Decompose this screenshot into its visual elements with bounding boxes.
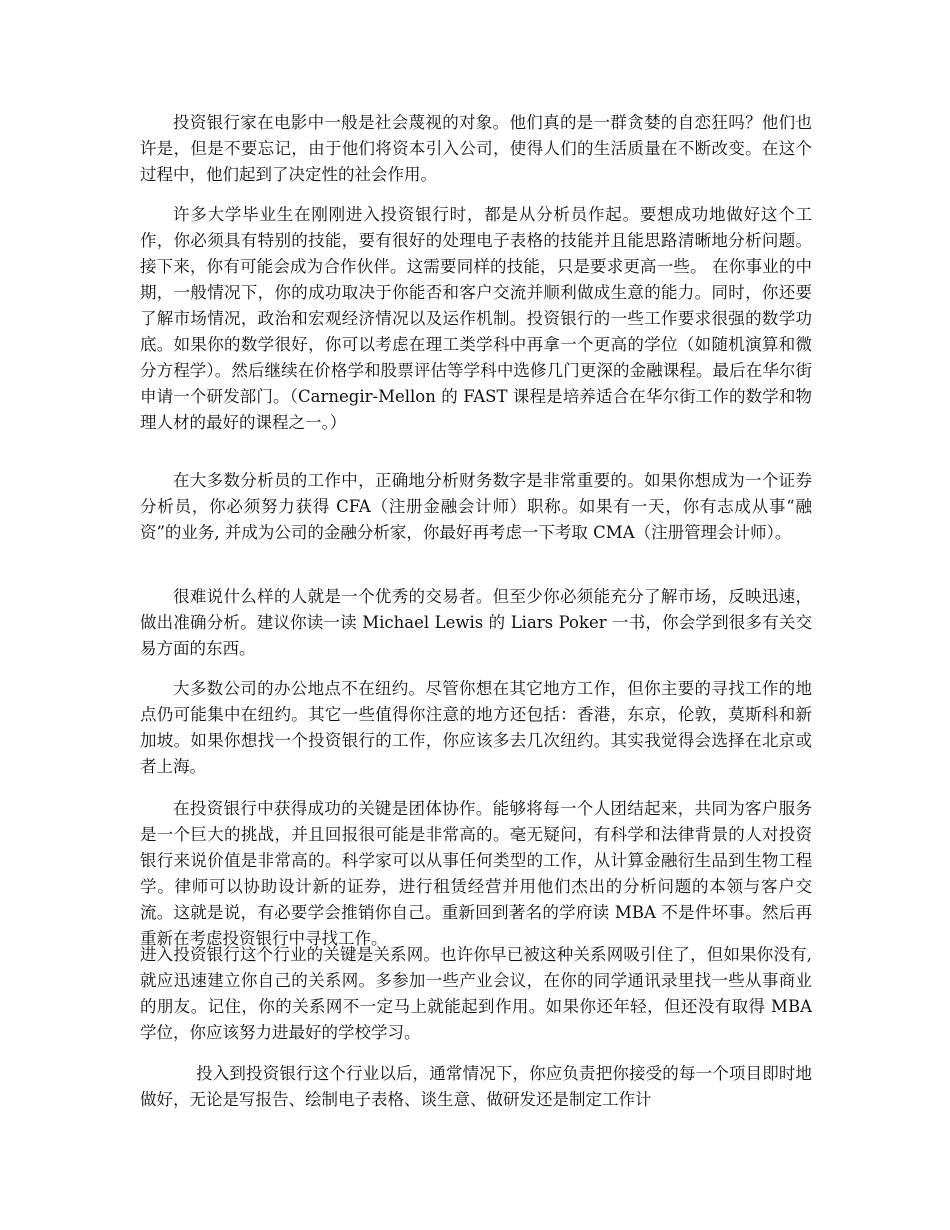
paragraph-8: 投入到投资银行这个行业以后，通常情况下，你应负责把你接受的每一个项目即时地做好，无论是写报告、绘制电子表格、谈生意、做研发还是制定工作计 <box>140 1064 812 1109</box>
paragraph-1: 投资银行家在电影中一般是社会蔑视的对象。他们真的是一群贪婪的自恋狂吗？他们也许是，但是不要忘记，由于他们将资本引入公司，使得人们的生活质量在不断改变。在这个过程中，他们起到了决定性的社会作用。 <box>140 113 812 184</box>
paragraph-6: 在投资银行中获得成功的关键是团体协作。能够将每一个人团结起来，共同为客户服务是一个巨大的挑战，并且回报很可能是非常高的。毫无疑问，有科学和法律背景的人对投资银行来说价值是非常高的。科学家可以从事任何类型的工作，从计算金融衍生品到生物工程学。律师可以协助设计新的证券，进行租赁经营并用他们杰出的分析问题的本领与客户交流。这就是说，有必要学会推销你自己。重新回到著名的学府读 MBA 不是件坏事。然后再重新在考虑投资银行中寻找工作。 <box>140 799 812 948</box>
paragraph-7: 进入投资银行这个行业的关键是关系网。也许你早已被这种关系网吸引住了，但如果你没有,就应迅速建立你自己的关系网。多参加一些产业会议，在你的同学通讯录里找一些从事商业的朋友。记住，你的关系网不一定马上就能起到作用。如果你还年轻，但还没有取得 MBA 学位，你应该努力进最好的学校学习。 <box>140 945 812 1042</box>
paragraph-5: 大多数公司的办公地点不在纽约。尽管你想在其它地方工作，但你主要的寻找工作的地点仍可能集中在纽约。其它一些值得你注意的地方还包括：香港，东京，伦敦，莫斯科和新加坡。如果你想找一个投资银行的工作，你应该多去几次纽约。其实我觉得会选择在北京或者上海。 <box>140 679 812 776</box>
paragraph-4: 很难说什么样的人就是一个优秀的交易者。但至少你必须能充分了解市场，反映迅速，做出准确分析。建议你读一读 Michael Lewis 的 Liars Poker 一书，你会学到很多有关交易方面的东西。 <box>140 587 812 658</box>
paragraph-2: 许多大学毕业生在刚刚进入投资银行时，都是从分析员作起。要想成功地做好这个工作，你必须具有特别的技能，要有很好的处理电子表格的技能并且能思路清晰地分析问题。接下来，你有可能会成为合作伙伴。这需要同样的技能，只是要求更高一些。 在你事业的中期，一般情况下，你的成功取决于你能否和客户交流并顺利做成生意的能力。同时，你还要了解市场情况，政治和宏观经济情况以及运作机制。投资银行的一些工作要求很强的数学功底。如果你的数学很好，你可以考虑在理工类学科中再拿一个更高的学位（如随机演算和微分方程学）。然后继续在价格学和股票评估等学科中选修几门更深的金融课程。最后在华尔街申请一个研发部门。（Carnegir-Mellon 的 FAST 课程是培养适合在华尔街工作的数学和物理人材的最好的课程之一。） <box>140 205 812 432</box>
paragraph-3: 在大多数分析员的工作中，正确地分析财务数字是非常重要的。如果你想成为一个证券分析员，你必须努力获得 CFA（注册金融会计师）职称。如果有一天，你有志成从事“融资”的业务, 并成为公司的金融分析家，你最好再考虑一下考取 CMA（注册管理会计师）。 <box>140 471 812 542</box>
